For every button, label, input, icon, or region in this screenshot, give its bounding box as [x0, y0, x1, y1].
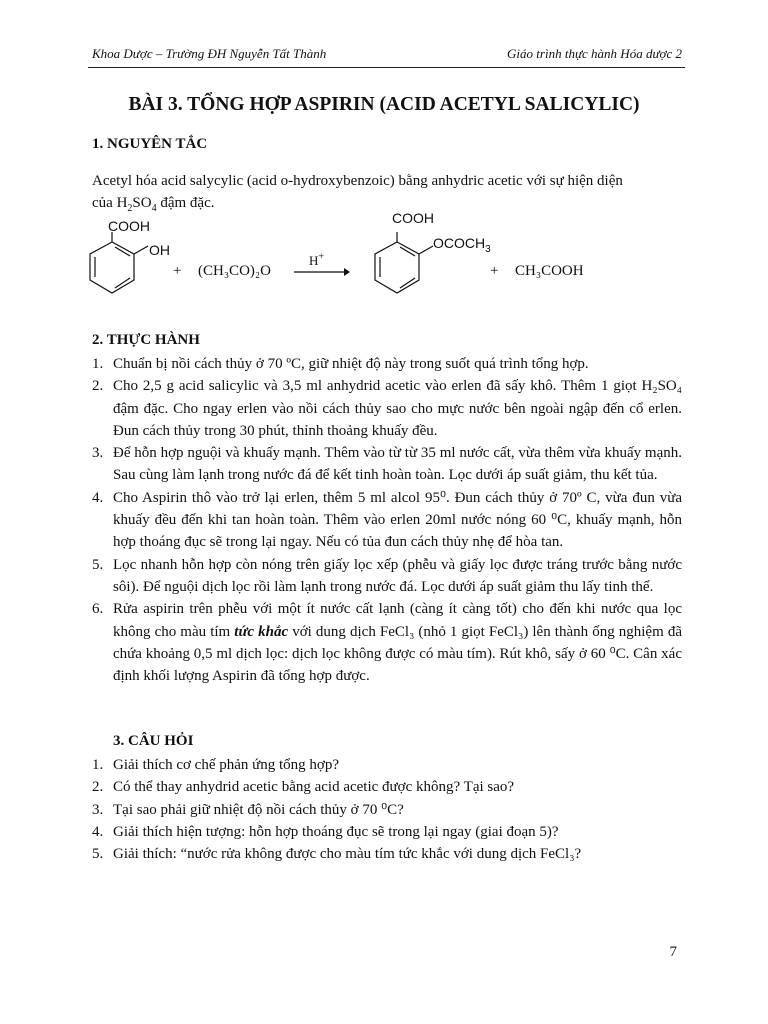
- header-left: Khoa Dược – Trường ĐH Nguyễn Tất Thành: [92, 46, 327, 61]
- plus-sign-1: +: [173, 263, 182, 279]
- questions-list: [92, 754, 682, 865]
- procedure-item: [92, 554, 682, 599]
- plus-sign-2: +: [490, 263, 499, 279]
- item-number: 1.: [92, 356, 104, 372]
- item-number: 4.: [92, 489, 104, 506]
- question-item: [92, 821, 682, 843]
- question-item: [92, 776, 682, 798]
- page-title: BÀI 3. TỔNG HỢP ASPIRIN (ACID ACETYL SALICYLIC): [128, 94, 640, 115]
- procedure-item: [92, 598, 682, 687]
- item-number: 3.: [92, 801, 104, 818]
- emphasis-text: tức khắc: [234, 623, 289, 640]
- text-part: đậm đặc.: [156, 195, 215, 211]
- procedure-list: [92, 353, 682, 687]
- item-text: Có thể thay anhydrid acetic bằng acid acetic được không? Tại sao?: [113, 779, 515, 796]
- item-number: 5.: [92, 556, 104, 573]
- text-part: SO: [132, 195, 152, 211]
- item-number: 5.: [92, 846, 104, 863]
- question-item: [92, 843, 682, 865]
- product-cooh-label: COOH: [392, 210, 434, 226]
- item-number: 4.: [92, 823, 104, 840]
- section1-text: [92, 170, 682, 214]
- ester-base: OCOCH: [433, 235, 486, 251]
- section3-heading: 3. CÂU HỎI: [113, 733, 194, 749]
- item-text: Rửa aspirin trên phễu với một ít nước cất lạnh (càng ít càng tốt) cho đến khi nước qua lọc không cho màu tím: [113, 601, 682, 640]
- product-ester-label: [433, 235, 491, 255]
- item-text: với dung dịch FeCl₃ (nhỏ 1 giọt FeCl₃) lên thành ống nghiệm đã chứa khoảng 0,5 ml dịch lọc: dịch lọc không được có màu tím). Rút khô, sấy ở 60 ⁰C. Cân xác định khối lượng Aspirin đã tổng hợp được.: [113, 623, 682, 685]
- item-number: 3.: [92, 445, 104, 462]
- acetic-acid-formula: CH₃COOH: [515, 263, 584, 279]
- item-text: Tại sao phải giữ nhiệt độ nồi cách thủy ở 70 ⁰C?: [113, 801, 404, 818]
- section2-heading: 2. THỰC HÀNH: [92, 332, 200, 348]
- procedure-item: [92, 442, 682, 487]
- item-text: Để hỗn hợp nguội và khuấy mạnh. Thêm vào từ từ 35 ml nước cất, vừa thêm vừa khuấy mạnh. Sau cùng làm lạnh trong nước đá để kết tinh hoàn toàn. Lọc dưới áp suất giảm, thu kết tủa.: [113, 445, 682, 484]
- catalyst-sup: +: [318, 251, 325, 263]
- section1-text-line2: [92, 192, 682, 214]
- header-right: Giáo trình thực hành Hóa dược 2: [507, 46, 682, 61]
- text-part: của H: [92, 195, 128, 211]
- question-item: [92, 799, 682, 821]
- section1-text-line1: Acetyl hóa acid salycylic (acid o-hydroxybenzoic) bằng anhydric acetic với sự hiện diện: [92, 173, 623, 189]
- page-number: 7: [669, 944, 677, 960]
- item-number: 2.: [92, 779, 104, 796]
- item-text: Cho Aspirin thô vào trở lại erlen, thêm 5 ml alcol 95⁰. Đun cách thủy ở 70º C, vừa đun vừa khuấy đều đến khi tan hoàn toàn. Thêm vào erlen 20ml nước nóng 60 ⁰C, khuấy mạnh, hỗn hợp thoáng đục sẽ trong lại ngay. Nếu có tủa đun cách thủy nhẹ để hòa tan.: [113, 489, 682, 551]
- item-text: Cho 2,5 g acid salicylic và 3,5 ml anhydrid acetic vào erlen đã sấy khô. Thêm 1 giọt H₂SO₄ đậm đặc. Cho ngay erlen vào nồi cách thủy sao cho mực nước bên ngoài ngập đến cổ erlen. Đun cách thủy trong 30 phút, thỉnh thoảng khuấy đều.: [113, 378, 682, 439]
- procedure-item: [92, 353, 682, 375]
- procedure-item: [92, 375, 682, 442]
- subscript: 2: [127, 203, 133, 214]
- item-text: Lọc nhanh hỗn hợp còn nóng trên giấy lọc xếp (phễu và giấy lọc được tráng trước bằng nước sôi). Để nguội dịch lọc rồi làm lạnh trong nước đá. Lọc dưới áp suất giảm thu lấy tinh thể.: [113, 556, 682, 595]
- reaction-arrow: [294, 266, 350, 278]
- item-number: 6.: [92, 601, 104, 618]
- item-text: Giải thích: “nước rửa không được cho màu tím tức khắc với dung dịch FeCl₃?: [113, 846, 582, 863]
- question-item: [92, 754, 682, 776]
- item-number: 1.: [92, 757, 104, 773]
- item-number: 2.: [92, 378, 104, 395]
- section1-heading: 1. NGUYÊN TẮC: [92, 136, 208, 152]
- item-text: Chuẩn bị nồi cách thủy ở 70 ºC, giữ nhiệt độ này trong suốt quá trình tổng hợp.: [113, 356, 589, 372]
- catalyst-base: H: [309, 253, 319, 268]
- procedure-item: [92, 487, 682, 554]
- reactant-oh-label: OH: [149, 242, 170, 258]
- anhydride-formula: (CH₃CO)₂O: [198, 263, 271, 279]
- item-text: Giải thích cơ chế phản ứng tổng hợp?: [113, 757, 340, 773]
- header-rule: [88, 67, 685, 68]
- item-text: Giải thích hiện tượng: hỗn hợp thoáng đục sẽ trong lại ngay (giai đoạn 5)?: [113, 823, 559, 840]
- ester-sub: 3: [485, 243, 491, 255]
- reactant-cooh-label: COOH: [108, 218, 150, 234]
- subscript: 4: [151, 203, 157, 214]
